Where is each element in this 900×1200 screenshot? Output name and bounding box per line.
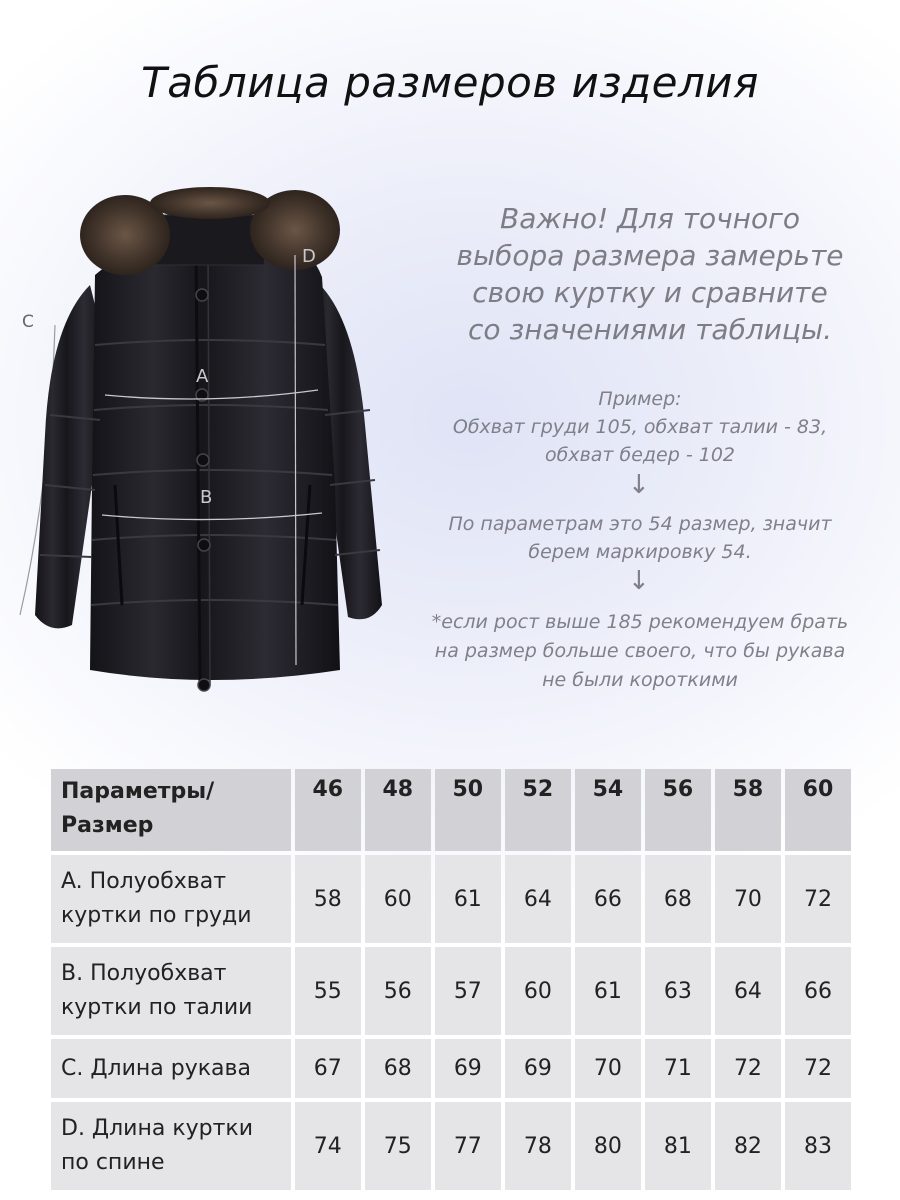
jacket-illustration [10,185,410,705]
footnote-line: на размер больше своего, что бы рукава [434,640,846,662]
table-row [51,947,851,1035]
footnote-line: *если рост выше 185 рекомендуем брать [431,611,849,633]
value-cell: 66 [575,855,641,943]
down-arrow-icon: ↓ [628,470,650,500]
value-cell: 64 [505,855,571,943]
param-label-cell [51,947,291,1035]
value-cell: 63 [645,947,711,1035]
value-cell: 81 [645,1102,711,1190]
value-cell: 83 [785,1102,851,1190]
result-block [390,510,890,566]
footnote-line: не были короткими [542,669,738,691]
value-cell: 67 [295,1039,361,1098]
value-cell: 70 [715,855,781,943]
jacket-body [90,230,340,680]
height-footnote [390,608,890,695]
size-header: 60 [785,769,851,851]
value-cell: 80 [575,1102,641,1190]
size-header: 48 [365,769,431,851]
value-cell: 64 [715,947,781,1035]
value-cell: 66 [785,947,851,1035]
label-d: D [302,246,316,267]
example-line: Обхват груди 105, обхват талии - 83, [452,416,828,438]
value-cell: 69 [435,1039,501,1098]
value-cell: 60 [505,947,571,1035]
page-title: Таблица размеров изделия [141,58,759,107]
value-cell: 72 [715,1039,781,1098]
param-label-cell [51,1102,291,1190]
value-cell: 74 [295,1102,361,1190]
table-row [51,855,851,943]
value-cell: 55 [295,947,361,1035]
size-header: 46 [295,769,361,851]
example-line: Пример: [598,388,682,410]
label-a: A [196,366,209,387]
param-label-line: C. Длина рукава [61,1055,251,1081]
value-cell: 77 [435,1102,501,1190]
param-label-line: куртки по талии [61,995,253,1020]
value-cell: 58 [295,855,361,943]
size-header: 52 [505,769,571,851]
result-line: берем маркировку 54. [528,541,752,563]
value-cell: 68 [365,1039,431,1098]
example-block [390,385,890,469]
label-c: C [22,312,34,332]
param-label-line: D. Длина куртки [61,1116,254,1141]
table-header-row [51,769,851,851]
size-header: 56 [645,769,711,851]
param-label-cell [51,1039,291,1098]
example-line: обхват бедер - 102 [544,444,736,466]
down-arrow-icon: ↓ [628,566,650,596]
param-label-line: B. Полуобхват [61,961,227,986]
value-cell: 71 [645,1039,711,1098]
table-row [51,1039,851,1098]
note-line: свою куртку и сравните [472,276,828,309]
value-cell: 72 [785,1039,851,1098]
table-row [51,1102,851,1190]
note-line: выбора размера замерьте [456,239,844,272]
param-label-cell [51,855,291,943]
value-cell: 61 [575,947,641,1035]
size-header: 54 [575,769,641,851]
header-param-cell [51,769,291,851]
label-b: B [200,487,213,508]
param-label-line: A. Полуобхват [61,869,227,894]
value-cell: 72 [785,855,851,943]
value-cell: 82 [715,1102,781,1190]
value-cell: 57 [435,947,501,1035]
size-header: 58 [715,769,781,851]
note-line: со значениями таблицы. [467,313,832,346]
note-line: Важно! Для точного [500,202,800,235]
collar [155,215,265,265]
value-cell: 69 [505,1039,571,1098]
value-cell: 75 [365,1102,431,1190]
value-cell: 78 [505,1102,571,1190]
param-label-line: по спине [61,1150,165,1175]
size-table [47,765,855,1194]
size-header: 50 [435,769,501,851]
header-label-line: Размер [61,813,154,838]
value-cell: 61 [435,855,501,943]
value-cell: 70 [575,1039,641,1098]
result-line: По параметрам это 54 размер, значит [448,513,832,535]
value-cell: 60 [365,855,431,943]
param-label-line: куртки по груди [61,903,252,928]
important-note [420,200,880,348]
header-label-line: Параметры/ [61,779,215,804]
value-cell: 56 [365,947,431,1035]
value-cell: 68 [645,855,711,943]
